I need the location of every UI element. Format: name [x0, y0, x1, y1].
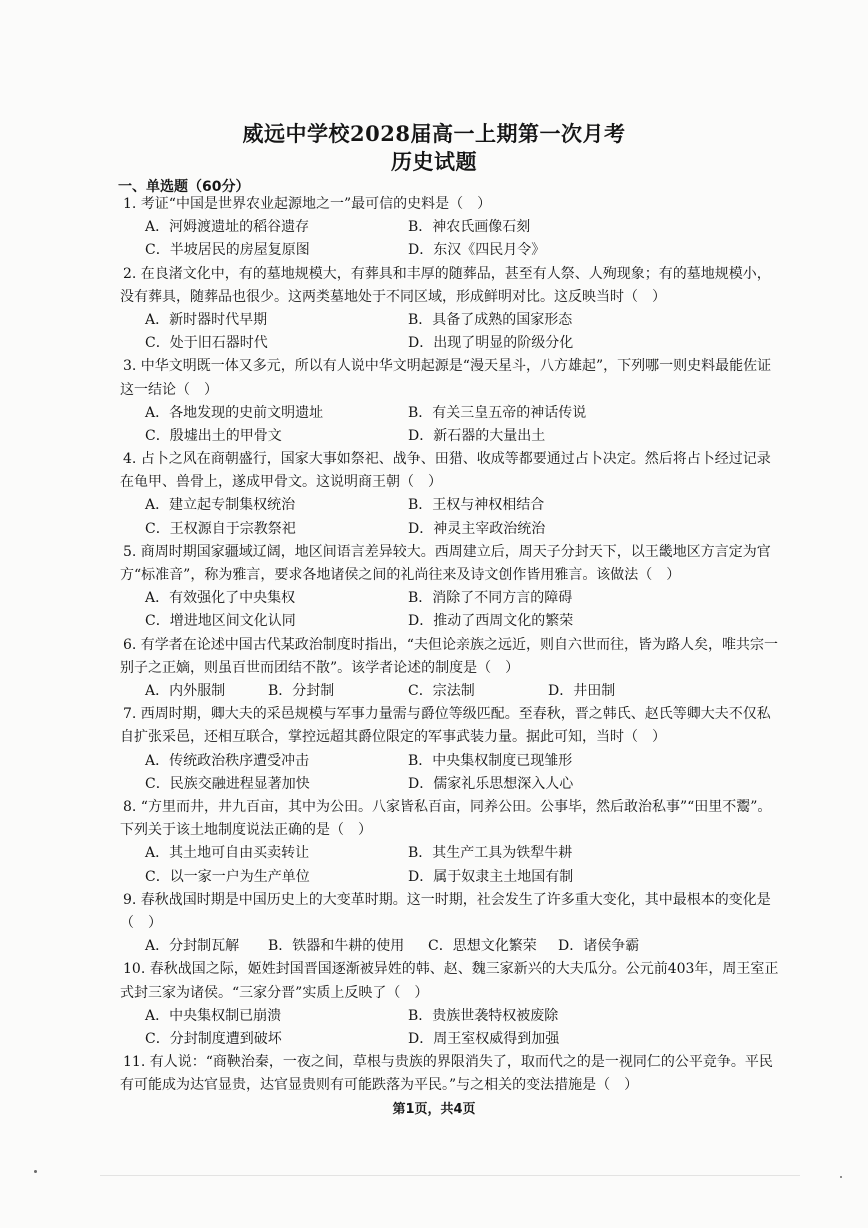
question-3 — [120, 355, 803, 448]
answer-option: D．神灵主宰政治统治 — [408, 520, 546, 537]
question-list — [120, 193, 803, 1097]
question-stem: 下列关于该土地制度说法正确的是（ ） — [120, 822, 372, 839]
option-row — [123, 587, 803, 610]
answer-option: A．有效强化了中央集权 — [145, 590, 296, 607]
option-row — [123, 842, 803, 865]
answer-option: D．周王室权威得到加强 — [408, 1030, 560, 1047]
option-row — [123, 750, 803, 773]
question-10 — [120, 958, 803, 1051]
answer-option: C．宗法制 — [408, 683, 475, 700]
answer-option: D．属于奴隶主土地国有制 — [408, 868, 574, 885]
question-1 — [123, 193, 803, 263]
question-stem: 有可能成为达官显贵，达官显贵则有可能跌落为平民。”与之相关的变法措施是（ ） — [120, 1077, 639, 1094]
section-heading: 一、单选题（60分） — [118, 179, 250, 195]
option-row — [123, 1005, 803, 1028]
answer-option: A．中央集权制已崩溃 — [145, 1007, 282, 1024]
question-stem: 5. 商周时期国家疆域辽阔，地区间语言差异较大。西周建立后，周天子分封天下，以王畿地区方言定为官 — [123, 543, 771, 560]
answer-option: D．东汉《四民月令》 — [408, 242, 546, 259]
answer-option: A．各地发现的史前文明遗址 — [145, 404, 324, 421]
answer-option: A．传统政治秩序遭受冲击 — [145, 752, 310, 769]
answer-option: D．出现了明显的阶级分化 — [408, 335, 574, 352]
question-stem: 在龟甲、兽骨上，遂成甲骨文。这说明商王朝（ ） — [120, 474, 442, 491]
answer-option: C．以一家一户为生产单位 — [145, 868, 310, 885]
answer-option: A．分封制瓦解 — [145, 938, 240, 955]
option-row — [123, 332, 803, 355]
question-stem: 式封三家为诸侯。“三家分晋”实质上反映了（ ） — [120, 984, 429, 1001]
answer-option: A．内外服制 — [145, 683, 226, 700]
scan-speck — [840, 1176, 842, 1178]
answer-option: D．诸侯争霸 — [558, 938, 640, 955]
question-stem: 2. 在良渚文化中，有的墓地规模大，有葬具和丰厚的随葬品，甚至有人祭、人殉现象；有的墓地规模小， — [123, 265, 771, 282]
question-7 — [120, 703, 803, 796]
answer-option: B．分封制 — [268, 683, 335, 700]
option-row — [123, 680, 803, 703]
option-row — [123, 866, 803, 889]
question-stem: 没有葬具，随葬品也很少。这两类墓地处于不同区域，形成鲜明对比。这反映当时（ ） — [120, 288, 666, 305]
answer-option: B．铁器和牛耕的使用 — [268, 938, 405, 955]
question-stem: 6. 有学者在论述中国古代某政治制度时指出，“夫但论亲族之远近，则自六世而往，皆为路人矣，唯共宗一 — [123, 636, 778, 653]
question-stem: （ ） — [120, 914, 162, 931]
question-stem: 自扩张采邑，还相互联合，掌控远超其爵位限定的军事武装力量。据此可知，当时（ ） — [120, 729, 666, 746]
question-stem: 8. “方里而井，井九百亩，其中为公田。八家皆私百亩，同养公田。公事毕，然后敢治私事”“田里不鬻”。 — [123, 798, 772, 815]
option-row — [123, 610, 803, 633]
answer-option: B．消除了不同方言的障碍 — [408, 590, 573, 607]
question-8 — [120, 796, 803, 889]
answer-option: C．殷墟出土的甲骨文 — [145, 427, 282, 444]
answer-option: B．具备了成熟的国家形态 — [408, 311, 573, 328]
option-row — [123, 309, 803, 332]
question-9 — [120, 889, 803, 959]
question-stem: 这一结论（ ） — [120, 381, 218, 398]
question-stem: 9. 春秋战国时期是中国历史上的大变革时期。这一时期，社会发生了许多重大变化，其中最根本的变化是 — [123, 891, 771, 908]
question-11 — [120, 1051, 803, 1097]
answer-option: B．中央集权制度已现雏形 — [408, 752, 573, 769]
option-row — [123, 1028, 803, 1051]
page-number: 第1页，共4页 — [392, 1102, 476, 1117]
answer-option: C．半坡居民的房屋复原图 — [145, 242, 310, 259]
question-stem: 4. 占卜之风在商朝盛行，国家大事如祭祀、战争、田猎、收成等都要通过占卜决定。然后将占卜经过记录 — [123, 451, 771, 468]
question-2 — [120, 263, 803, 356]
question-stem: 7. 西周时期，卿大夫的采邑规模与军事力量需与爵位等级匹配。至春秋，晋之韩氏、赵氏等卿大夫不仅私 — [123, 706, 771, 723]
option-row — [123, 773, 803, 796]
exam-subtitle: 历史试题 — [391, 149, 477, 174]
option-row — [123, 518, 803, 541]
option-row — [123, 402, 803, 425]
answer-option: B．王权与神权相结合 — [408, 497, 545, 514]
exam-title: 威远中学校2028届高一上期第一次月考 — [242, 121, 626, 146]
scan-edge-line — [100, 1175, 800, 1176]
question-stem: 3. 中华文明既一体又多元，所以有人说中华文明起源是“漫天星斗，八方雄起”，下列哪一则史料最能佐证 — [123, 358, 772, 375]
answer-option: C．思想文化繁荣 — [428, 938, 537, 955]
answer-option: B．贵族世袭特权被废除 — [408, 1007, 559, 1024]
answer-option: B．神农氏画像石刻 — [408, 219, 531, 236]
option-row — [123, 935, 803, 958]
answer-option: C．增进地区间文化认同 — [145, 613, 296, 630]
question-stem: 方“标准音”，称为雅言，要求各地诸侯之间的礼尚往来及诗文创作皆用雅言。该做法（ ） — [120, 567, 681, 584]
answer-option: D．儒家礼乐思想深入人心 — [408, 775, 574, 792]
option-row — [123, 425, 803, 448]
answer-option: D．新石器的大量出土 — [408, 427, 546, 444]
option-row — [123, 494, 803, 517]
question-stem: 10. 春秋战国之际，姬姓封国晋国逐渐被异姓的韩、赵、魏三家新兴的大夫瓜分。公元前403年，周王室正 — [123, 961, 779, 978]
answer-option: B．其生产工具为铁犁牛耕 — [408, 845, 573, 862]
question-6 — [120, 634, 803, 704]
question-stem: 别子之正嫡，则虽百世而团结不散”。该学者论述的制度是（ ） — [120, 659, 520, 676]
question-stem: 1. 考证“中国是世界农业起源地之一”最可信的史料是（ ） — [123, 196, 492, 212]
answer-option: C．分封制度遭到破坏 — [145, 1030, 282, 1047]
answer-option: A．其土地可自由买卖转让 — [145, 845, 310, 862]
scan-speck — [34, 1170, 37, 1173]
question-stem: 11. 有人说：“商鞅治秦，一夜之间，草根与贵族的界限消失了，取而代之的是一视同仁的公平竞争。平民 — [123, 1054, 773, 1071]
question-4 — [120, 448, 803, 541]
answer-option: A．河姆渡遗址的稻谷遗存 — [145, 219, 310, 236]
answer-option: B．有关三皇五帝的神话传说 — [408, 404, 587, 421]
option-row — [123, 216, 803, 239]
answer-option: C．处于旧石器时代 — [145, 335, 268, 352]
answer-option: C．民族交融进程显著加快 — [145, 775, 310, 792]
answer-option: D．井田制 — [548, 683, 616, 700]
answer-option: C．王权源自于宗教祭祀 — [145, 520, 296, 537]
answer-option: A．新时器时代早期 — [145, 311, 268, 328]
answer-option: D．推动了西周文化的繁荣 — [408, 613, 574, 630]
answer-option: A．建立起专制集权统治 — [145, 497, 296, 514]
question-5 — [120, 541, 803, 634]
option-row — [123, 239, 803, 262]
